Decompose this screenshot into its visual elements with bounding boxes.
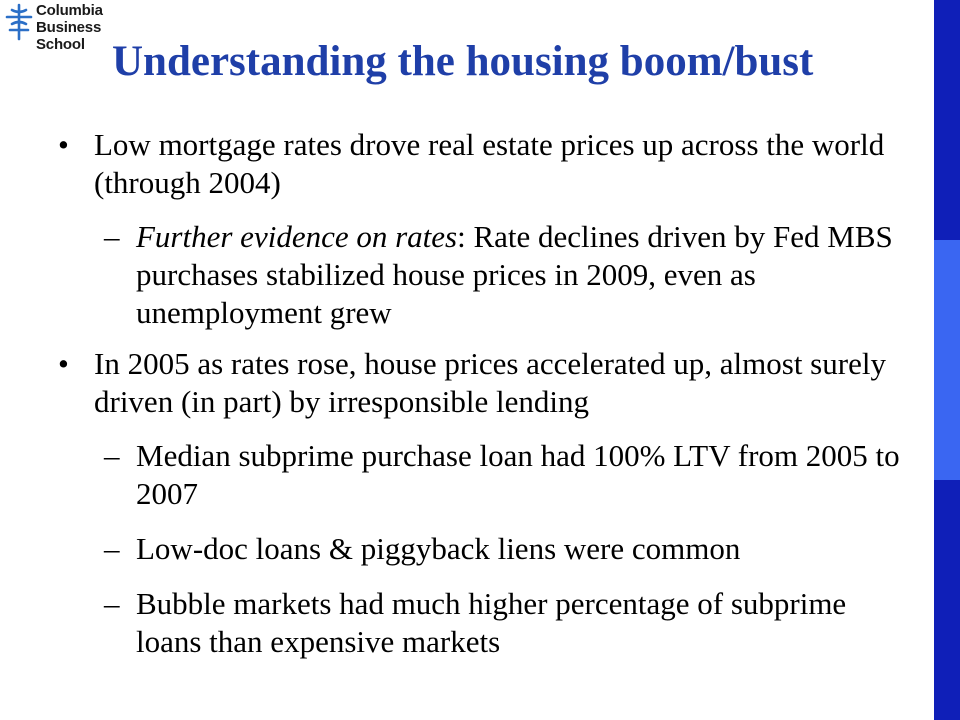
bullet-marker: • — [58, 127, 69, 162]
slide-body — [56, 126, 906, 661]
bullet-2005-rates-rose — [56, 345, 906, 421]
columbia-crown-icon — [4, 2, 34, 42]
logo-wordmark — [36, 2, 103, 53]
side-bar-bottom — [934, 480, 960, 720]
subbullet-text: Median subprime purchase loan had 100% LTV from 2005 to 2007 — [136, 438, 900, 511]
columbia-business-school-logo — [4, 2, 103, 53]
subbullet-bubble-markets — [56, 585, 906, 661]
side-bar-top — [934, 0, 960, 240]
subbullet-text: Low-doc loans & piggyback liens were common — [136, 531, 741, 566]
subbullet-low-doc-loans — [56, 530, 906, 568]
bullet-marker: • — [58, 346, 69, 381]
logo-line-3: School — [36, 36, 85, 53]
subbullet-text: Bubble markets had much higher percentage of subprime loans than expensive markets — [136, 586, 847, 659]
bullet-low-mortgage-rates — [56, 126, 906, 202]
subbullet-marker: – — [104, 531, 120, 566]
side-bar-middle — [934, 240, 960, 480]
subbullet-marker: – — [104, 219, 120, 254]
subbullet-further-evidence — [56, 218, 906, 332]
logo-line-2: Business — [36, 19, 102, 36]
bullet-text: In 2005 as rates rose, house prices accelerated up, almost surely driven (in part) by irresponsible lending — [94, 346, 886, 419]
slide-title: Understanding the housing boom/bust — [112, 38, 814, 85]
subbullet-text: : Rate declines driven by Fed MBS purchases stabilized house prices in 2009, even as unemployment grew — [136, 219, 893, 330]
bullet-text: Low mortgage rates drove real estate prices up across the world (through 2004) — [94, 127, 885, 200]
subbullet-marker: – — [104, 438, 120, 473]
subbullet-italic-lead: Further evidence on rates — [136, 219, 458, 254]
logo-line-1: Columbia — [36, 2, 103, 19]
subbullet-median-subprime — [56, 437, 906, 513]
subbullet-marker: – — [104, 586, 120, 621]
